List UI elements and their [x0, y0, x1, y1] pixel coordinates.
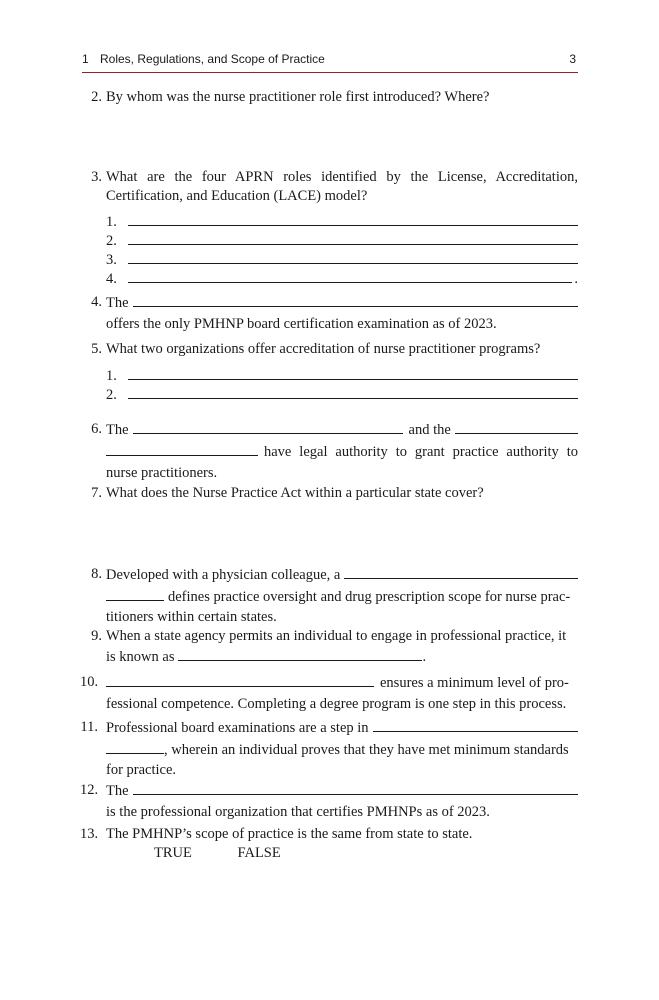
answer-blank[interactable] — [106, 587, 164, 601]
question-9 — [84, 627, 578, 667]
question-number: 11. — [80, 719, 98, 735]
chapter-number: 1 — [82, 52, 89, 66]
question-lead: is known as — [106, 649, 175, 665]
question-text: for practice. — [106, 762, 177, 778]
answer-row — [106, 231, 578, 250]
question-text: ensures a minimum level of pro- — [380, 675, 569, 691]
question-6 — [84, 420, 578, 483]
answer-blank[interactable] — [106, 740, 164, 754]
question-lead: The — [106, 295, 129, 311]
question-line — [106, 781, 578, 801]
answer-blank[interactable] — [128, 250, 578, 264]
question-line — [106, 740, 578, 760]
question-lead: Developed with a physician colleague, a — [106, 567, 341, 583]
question-number: 6. — [91, 421, 102, 437]
answer-blank[interactable] — [128, 269, 572, 283]
answer-blank[interactable] — [128, 212, 578, 226]
answer-blank[interactable] — [178, 647, 422, 661]
question-text: is the professional organization that certifies PMHNPs as of 2023. — [106, 804, 490, 820]
question-line — [106, 647, 578, 667]
question-text: defines practice oversight and drug prescription scope for nurse prac- — [168, 589, 571, 605]
question-number: 12. — [80, 782, 99, 798]
question-number: 2. — [91, 89, 102, 105]
question-text: The PMHNP’s scope of practice is the same from state to state. — [106, 826, 473, 842]
question-number: 9. — [91, 628, 102, 644]
answer-row — [106, 385, 578, 404]
answer-number: 2. — [106, 387, 117, 403]
question-number: 3. — [91, 169, 102, 185]
answer-blank[interactable] — [128, 385, 578, 399]
answer-blank[interactable] — [344, 565, 578, 579]
question-number: 10. — [80, 674, 99, 690]
answer-number: 1. — [106, 368, 117, 384]
question-line — [106, 587, 578, 607]
answer-row — [106, 212, 578, 231]
question-line — [106, 565, 578, 585]
question-4 — [84, 293, 578, 334]
answer-blank[interactable] — [106, 442, 258, 456]
answer-period: . — [422, 649, 427, 665]
answer-number: 2. — [106, 233, 117, 249]
answer-blank[interactable] — [133, 420, 403, 434]
question-7 — [84, 484, 578, 503]
question-10 — [80, 673, 578, 714]
answer-number: 1. — [106, 214, 117, 230]
question-2 — [84, 88, 578, 107]
question-text: What does the Nurse Practice Act within a particular state cover? — [106, 485, 484, 501]
question-text: What two organizations offer accreditation of nurse practitioner programs? — [106, 341, 541, 357]
answer-blank[interactable] — [133, 293, 578, 307]
question-lead: The — [106, 422, 129, 438]
question-number: 5. — [91, 341, 102, 357]
answer-blank[interactable] — [128, 366, 578, 380]
question-line — [106, 420, 578, 440]
question-lead: Professional board examinations are a step in — [106, 720, 369, 736]
question-text: What are the four APRN roles identified by the License, Accreditation, Certification, and Education (LACE) model? — [106, 169, 578, 204]
question-line — [106, 442, 578, 462]
answer-number: 3. — [106, 252, 117, 268]
answer-row — [106, 269, 578, 288]
question-11 — [80, 718, 578, 780]
true-false-options — [154, 844, 578, 863]
question-12 — [80, 781, 578, 822]
answer-number: 4. — [106, 271, 117, 287]
question-text: , wherein an individual proves that they have met minimum standards — [164, 742, 569, 758]
question-line — [106, 293, 578, 313]
question-text: By whom was the nurse practitioner role first introduced? Where? — [106, 89, 490, 105]
question-text: have legal authority to grant practice authority to — [264, 444, 578, 460]
answer-list — [106, 366, 578, 404]
question-text: fessional competence. Completing a degree program is one step in this process. — [106, 696, 567, 712]
answer-blank[interactable] — [455, 420, 578, 434]
question-text: titioners within certain states. — [106, 609, 277, 625]
answer-row — [106, 250, 578, 269]
question-lead: The — [106, 783, 129, 799]
question-number: 7. — [91, 485, 102, 501]
option-true[interactable]: TRUE — [154, 845, 192, 861]
question-text: offers the only PMHNP board certification examination as of 2023. — [106, 316, 497, 332]
answer-period: . — [574, 271, 578, 287]
answer-blank[interactable] — [133, 781, 578, 795]
question-text: When a state agency permits an individual to engage in professional practice, it — [106, 628, 567, 644]
answer-list — [106, 212, 578, 288]
question-8 — [84, 565, 578, 627]
question-line — [106, 673, 578, 693]
question-number: 8. — [91, 566, 102, 582]
question-number: 13. — [80, 826, 99, 842]
question-5 — [84, 340, 578, 404]
answer-blank[interactable] — [373, 718, 578, 732]
question-line — [106, 718, 578, 738]
chapter-title: Roles, Regulations, and Scope of Practice — [100, 52, 325, 66]
question-13 — [80, 825, 578, 863]
question-mid: and the — [408, 422, 451, 438]
option-false[interactable]: FALSE — [237, 845, 281, 861]
question-3 — [84, 168, 578, 288]
answer-blank[interactable] — [106, 673, 374, 687]
running-header — [82, 50, 578, 73]
answer-blank[interactable] — [128, 231, 578, 245]
question-number: 4. — [91, 294, 102, 310]
page-number: 3 — [569, 52, 576, 66]
answer-row — [106, 366, 578, 385]
question-text: nurse practitioners. — [106, 465, 218, 481]
